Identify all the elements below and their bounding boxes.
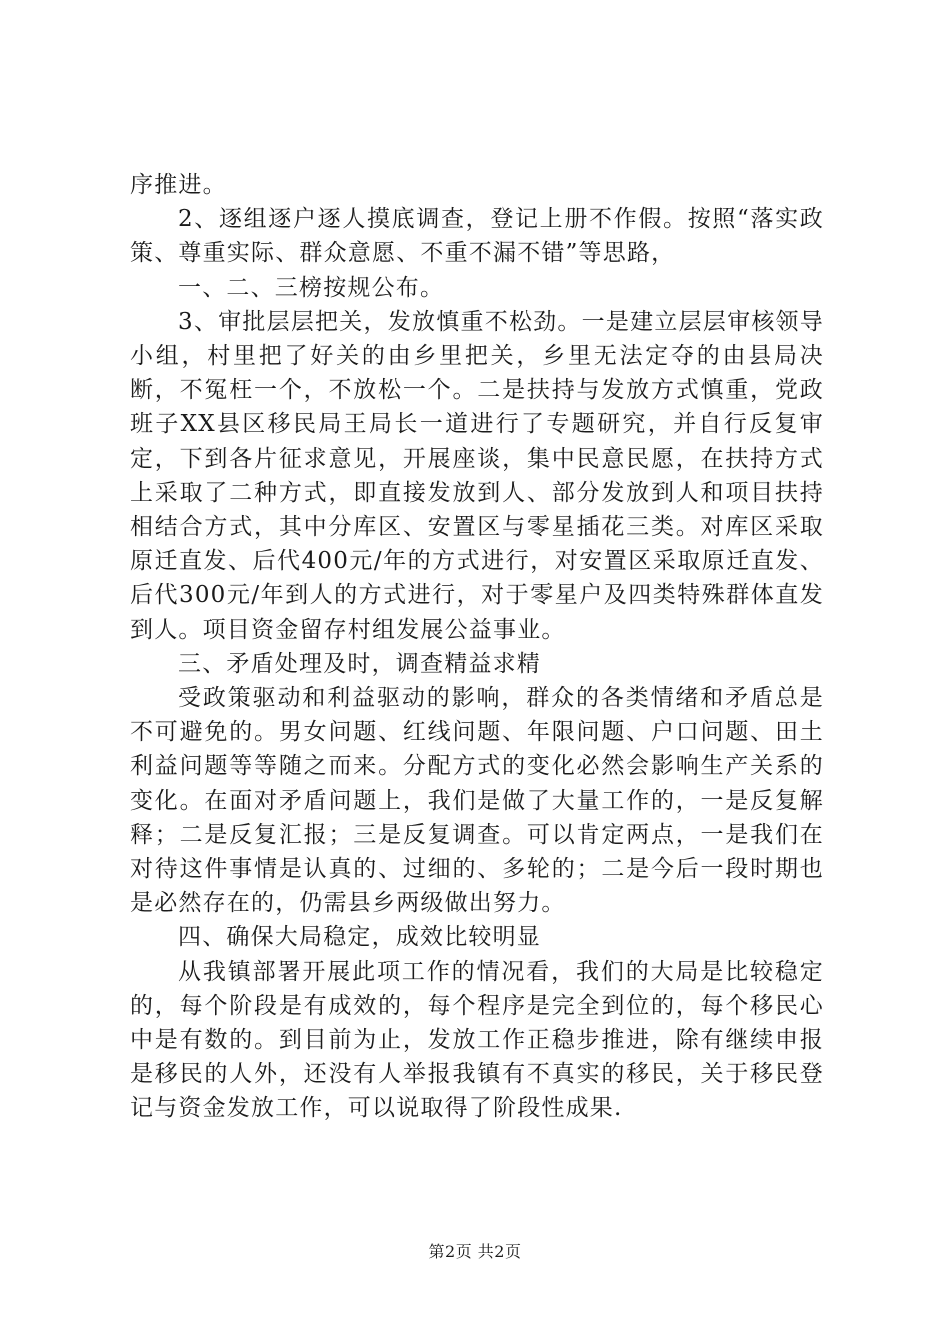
paragraph-item-2: 2、逐组逐户逐人摸底调查，登记上册不作假。按照“落实政策、尊重实际、群众意愿、不重不漏不错”等思路， bbox=[130, 206, 824, 267]
paragraph-section-4-body: 从我镇部署开展此项工作的情况看，我们的大局是比较稳定的，每个阶段是有成效的，每个程序是完全到位的，每个移民心中是有数的。到目前为止，发放工作正稳步推进，除有继续申报是移民的人外，还没有人举报我镇有不真实的移民，关于移民登记与资金发放工作，可以说取得了阶段性成果. bbox=[130, 958, 824, 1122]
section-heading-4: 四、确保大局稳定，成效比较明显 bbox=[178, 924, 541, 951]
document-body bbox=[130, 168, 824, 1126]
paragraph-list-publish: 一、二、三榜按规公布。 bbox=[178, 274, 445, 301]
paragraph-item-3: 3、审批层层把关，发放慎重不松劲。一是建立层层审核领导小组，村里把了好关的由乡里把关，乡里无法定夺的由县局决断，不冤枉一个，不放松一个。二是扶持与发放方式慎重，党政班子XX县区移民局王局长一道进行了专题研究，并自行反复审定，下到各片征求意见，开展座谈，集中民意民愿，在扶持方式上采取了二种方式，即直接发放到人、部分发放到人和项目扶持相结合方式，其中分库区、安置区与零星插花三类。对库区采取原迁直发、后代400元/年的方式进行，对安置区采取原迁直发、后代300元/年到人的方式进行，对于零星户及四类特殊群体直发到人。项目资金留存村组发展公益事业。 bbox=[130, 308, 824, 643]
section-heading-3: 三、矛盾处理及时，调查精益求精 bbox=[178, 650, 541, 677]
page-number-footer: 第2页 共2页 bbox=[428, 1242, 522, 1261]
paragraph-section-3-body: 受政策驱动和利益驱动的影响，群众的各类情绪和矛盾总是不可避免的。男女问题、红线问题、年限问题、户口问题、田土利益问题等等随之而来。分配方式的变化必然会影响生产关系的变化。在面对矛盾问题上，我们是做了大量工作的，一是反复解释；二是反复汇报；三是反复调查。可以肯定两点，一是我们在对待这件事情是认真的、过细的、多轮的；二是今后一段时期也是必然存在的，仍需县乡两级做出努力。 bbox=[130, 685, 824, 917]
paragraph-continuation: 序推进。 bbox=[130, 172, 227, 198]
